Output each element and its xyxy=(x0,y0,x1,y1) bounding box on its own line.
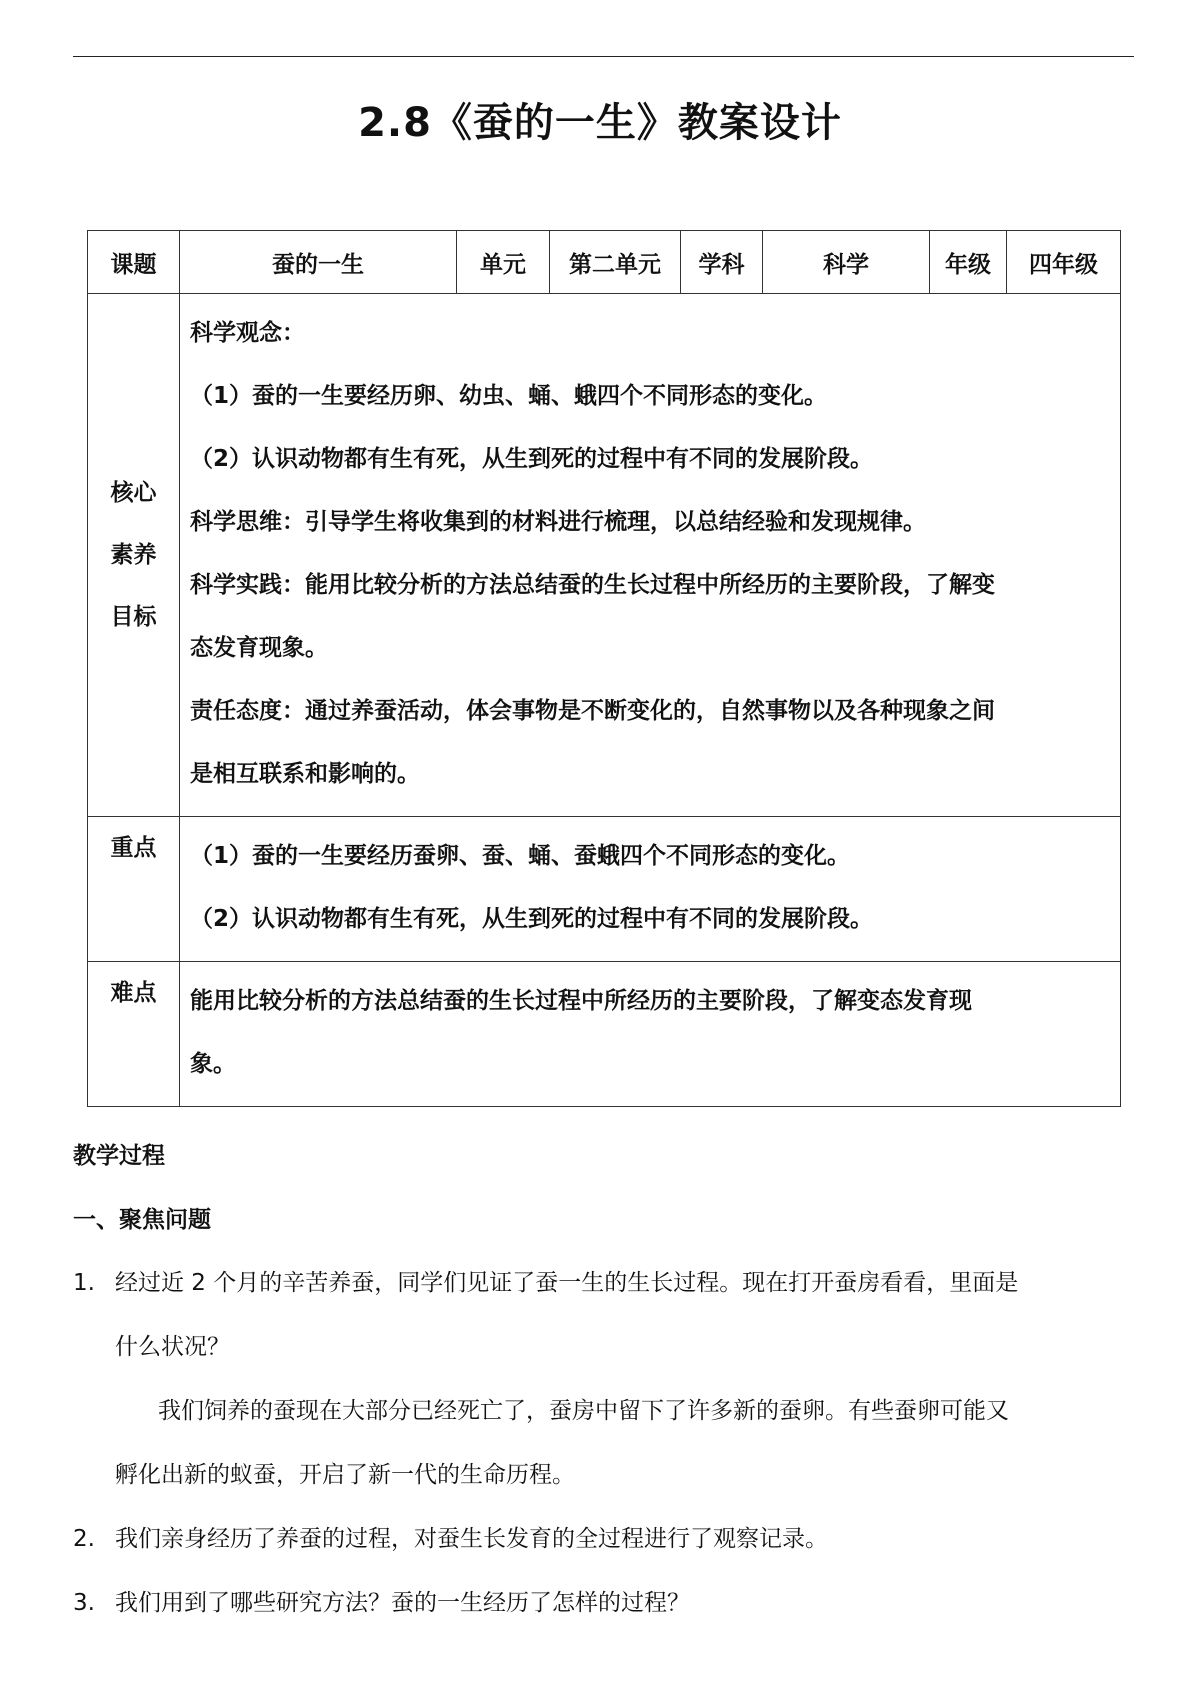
core-line: （2）认识动物都有生有死，从生到死的过程中有不同的发展阶段。 xyxy=(190,446,874,472)
answer-paragraph: 我们饲养的蚕现在大部分已经死亡了，蚕房中留下了许多新的蚕卵。有些蚕卵可能又 xyxy=(158,1398,1009,1424)
subject-value: 科学 xyxy=(763,231,930,294)
lesson-info-table xyxy=(87,230,1121,1107)
table-header-row xyxy=(88,231,1121,294)
focus-question-heading: 一、聚焦问题 xyxy=(73,1207,211,1233)
list-number: 1. xyxy=(73,1270,95,1296)
unit-label: 单元 xyxy=(457,231,550,294)
list-item-text: 什么状况？ xyxy=(115,1334,230,1360)
core-competency-content xyxy=(180,294,1121,817)
difficulty-content xyxy=(180,962,1121,1107)
core-line: 责任态度：通过养蚕活动，体会事物是不断变化的，自然事物以及各种现象之间 xyxy=(190,698,995,724)
topic-label: 课题 xyxy=(88,231,180,294)
list-item-text: 经过近 2 个月的辛苦养蚕，同学们见证了蚕一生的生长过程。现在打开蚕房看看，里面是 xyxy=(115,1270,1019,1296)
topic-value: 蚕的一生 xyxy=(180,231,457,294)
grade-value: 四年级 xyxy=(1007,231,1121,294)
subject-label: 学科 xyxy=(681,231,763,294)
core-line: （1）蚕的一生要经历卵、幼虫、蛹、蛾四个不同形态的变化。 xyxy=(190,383,828,409)
core-line: 科学思维：引导学生将收集到的材料进行梳理，以总结经验和发现规律。 xyxy=(190,509,926,535)
core-line: 科学观念： xyxy=(190,320,305,346)
list-number: 3. xyxy=(73,1590,95,1616)
core-line: 科学实践：能用比较分析的方法总结蚕的生长过程中所经历的主要阶段，了解变 xyxy=(190,572,995,598)
difficulty-line: 象。 xyxy=(190,1051,236,1077)
core-competency-label xyxy=(88,294,180,817)
key-points-label-text: 重点 xyxy=(110,835,157,861)
header-rule xyxy=(73,56,1134,57)
answer-paragraph: 孵化出新的蚁蚕，开启了新一代的生命历程。 xyxy=(115,1462,575,1488)
list-item-text: 我们用到了哪些研究方法？蚕的一生经历了怎样的过程？ xyxy=(115,1590,690,1616)
core-competency-row xyxy=(88,294,1121,817)
list-number: 2. xyxy=(73,1526,95,1552)
difficulty-line: 能用比较分析的方法总结蚕的生长过程中所经历的主要阶段，了解变态发育现 xyxy=(190,988,972,1014)
core-label-line: 素养 xyxy=(110,542,157,568)
core-line: 是相互联系和影响的。 xyxy=(190,761,420,787)
core-label-line: 目标 xyxy=(110,604,157,630)
key-points-label xyxy=(88,817,180,962)
document-title: 2.8《蚕的一生》教案设计 xyxy=(358,100,842,146)
grade-label: 年级 xyxy=(930,231,1007,294)
core-line: 态发育现象。 xyxy=(190,635,328,661)
difficulty-label xyxy=(88,962,180,1107)
list-item-text: 我们亲身经历了养蚕的过程，对蚕生长发育的全过程进行了观察记录。 xyxy=(115,1526,828,1552)
key-points-row xyxy=(88,817,1121,962)
difficulty-row xyxy=(88,962,1121,1107)
key-points-content xyxy=(180,817,1121,962)
key-line: （2）认识动物都有生有死，从生到死的过程中有不同的发展阶段。 xyxy=(190,906,874,932)
difficulty-label-text: 难点 xyxy=(110,980,157,1006)
key-line: （1）蚕的一生要经历蚕卵、蚕、蛹、蚕蛾四个不同形态的变化。 xyxy=(190,843,851,869)
teaching-process-heading: 教学过程 xyxy=(73,1143,165,1169)
core-label-line: 核心 xyxy=(110,480,157,506)
unit-value: 第二单元 xyxy=(550,231,681,294)
